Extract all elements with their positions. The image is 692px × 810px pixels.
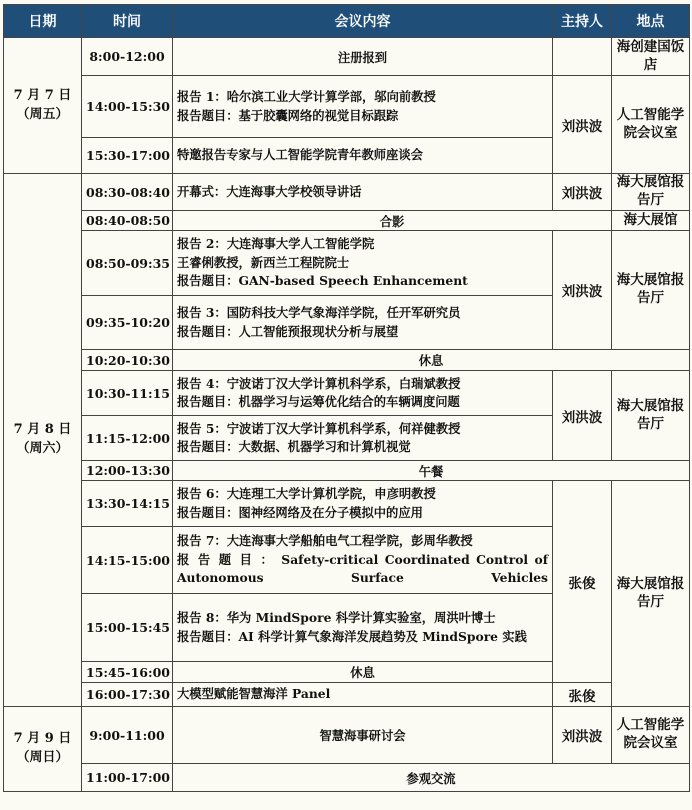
- table-row: [4, 211, 690, 231]
- date-label: 7 月 9 日: [13, 731, 72, 747]
- time-cell: 10:20-10:30: [82, 350, 173, 371]
- time-cell: 9:00-11:00: [82, 707, 173, 764]
- content-cell: 注册报到: [173, 38, 553, 76]
- content-cell: 特邀报告专家与人工智能学院青年教师座谈会: [173, 138, 553, 174]
- time-cell: 15:00-15:45: [82, 594, 173, 662]
- content-line: 报告题目：图神经网络及在分子模拟中的应用: [177, 504, 423, 520]
- content-line: 报告题目：基于胶囊网络的视觉目标跟踪: [177, 107, 399, 123]
- time-cell: 12:00-13:30: [82, 461, 173, 481]
- location-cell: 海大展馆报告厅: [612, 231, 690, 350]
- content-line: 报 告 题 目 ： Safety-critical Coordinated Control of Autonomous Surface Vehicles: [177, 551, 548, 586]
- time-cell: 08:50-09:35: [82, 231, 173, 296]
- header-date: 日期: [4, 5, 82, 38]
- location-cell: 人工智能学院会议室: [612, 76, 690, 174]
- table-row: [4, 481, 690, 527]
- time-cell: 13:30-14:15: [82, 481, 173, 527]
- content-cell: [173, 481, 553, 527]
- content-line: 报告 4：宁波诺丁汉大学计算机科学系，白瑞斌教授: [177, 375, 461, 391]
- content-line: 王睿俐教授，新西兰工程院院士: [177, 254, 350, 270]
- content-line: 报告题目：大数据、机器学习和计算机视觉: [177, 439, 411, 454]
- content-cell: [173, 416, 553, 461]
- content-cell: 参观交流: [173, 764, 690, 792]
- table-row: [4, 174, 690, 211]
- header-row: [4, 5, 690, 38]
- schedule-table: [3, 4, 690, 792]
- time-cell: 16:00-17:30: [82, 683, 173, 707]
- host-cell: 刘洪波: [553, 707, 612, 764]
- time-cell: 10:30-11:15: [82, 371, 173, 416]
- content-line: 报告题目：机器学习与运筹优化结合的车辆调度问题: [177, 394, 460, 409]
- date-label: 7 月 7 日: [13, 87, 72, 103]
- content-line: 报告题目：AI 科学计算气象海洋发展趋势及 MindSpore 实践: [177, 628, 527, 644]
- table-row: [4, 350, 690, 371]
- table-row: [4, 38, 690, 76]
- host-cell: 刘洪波: [553, 76, 612, 174]
- content-cell: [173, 231, 553, 296]
- time-cell: 8:00-12:00: [82, 38, 173, 76]
- time-cell: 08:40-08:50: [82, 211, 173, 231]
- table-row: [4, 76, 690, 138]
- content-line: 报告 5：宁波诺丁汉大学计算机科学系，何祥健教授: [177, 420, 461, 436]
- content-line: 报告 3：国防科技大学气象海洋学院，任开军研究员: [177, 305, 461, 321]
- content-line: 报告 7：大连海事大学船舶电气工程学院，彭周华教授: [177, 533, 473, 549]
- content-line: 报告 6：大连理工大学计算机学院，申彦明教授: [177, 486, 436, 502]
- content-cell: [173, 527, 553, 594]
- content-line: 报告题目：人工智能预报现状分析与展望: [177, 323, 399, 339]
- content-cell: [173, 371, 553, 416]
- time-cell: 14:00-15:30: [82, 76, 173, 138]
- host-cell: 张俊: [553, 481, 612, 683]
- date-cell-day2: [4, 174, 82, 707]
- content-cell: 大模型赋能智慧海洋 Panel: [173, 683, 553, 707]
- host-cell: 刘洪波: [553, 231, 612, 350]
- table-row: [4, 371, 690, 416]
- time-cell: 15:30-17:00: [82, 138, 173, 174]
- location-cell: 海大展馆报告厅: [612, 481, 690, 707]
- location-cell: 海大展馆: [612, 211, 690, 231]
- header-content: 会议内容: [173, 5, 553, 38]
- time-cell: 15:45-16:00: [82, 662, 173, 683]
- content-cell: 智慧海事研讨会: [173, 707, 553, 764]
- date-cell-day3: [4, 707, 82, 792]
- content-cell: [173, 76, 553, 138]
- content-cell: 合影: [173, 211, 612, 231]
- time-cell: 09:35-10:20: [82, 296, 173, 350]
- location-cell: 海大展馆报告厅: [612, 371, 690, 461]
- content-cell: 开幕式：大连海事大学校领导讲话: [173, 174, 553, 211]
- date-label: 7 月 8 日: [13, 422, 72, 438]
- table-row: [4, 231, 690, 296]
- weekday-label: （周日）: [16, 750, 69, 765]
- location-cell: 人工智能学院会议室: [612, 707, 690, 764]
- host-cell: 刘洪波: [553, 174, 612, 211]
- time-cell: 11:00-17:00: [82, 764, 173, 792]
- table-row: [4, 461, 690, 481]
- content-line: 报告 8：华为 MindSpore 科学计算实验室，周洪叶博士: [177, 610, 496, 626]
- host-cell: 刘洪波: [553, 371, 612, 461]
- content-cell: 休息: [173, 662, 553, 683]
- table-row: [4, 764, 690, 792]
- time-cell: 11:15-12:00: [82, 416, 173, 461]
- table-row: [4, 683, 690, 707]
- content-line: 报告 1：哈尔滨工业大学计算学部，邬向前教授: [177, 89, 436, 105]
- table-row: [4, 707, 690, 764]
- header-time: 时间: [82, 5, 173, 38]
- content-cell: 午餐: [173, 461, 690, 481]
- weekday-label: （周五）: [16, 106, 69, 122]
- header-host: 主持人: [553, 5, 612, 38]
- location-cell: 海大展馆报告厅: [612, 174, 690, 211]
- content-cell: [173, 594, 553, 662]
- content-cell: 休息: [173, 350, 690, 371]
- date-cell-day1: [4, 38, 82, 174]
- header-location: 地点: [612, 5, 690, 38]
- host-cell: 张俊: [553, 683, 612, 707]
- time-cell: 08:30-08:40: [82, 174, 173, 211]
- weekday-label: （周六）: [16, 441, 69, 456]
- content-line: 报告 2：大连海事大学人工智能学院: [177, 236, 375, 252]
- content-line: 报告题目：GAN-based Speech Enhancement: [177, 273, 468, 289]
- content-cell: [173, 296, 553, 350]
- host-cell-empty: [553, 38, 612, 76]
- time-cell: 14:15-15:00: [82, 527, 173, 594]
- location-cell: 海创建国饭店: [612, 38, 690, 76]
